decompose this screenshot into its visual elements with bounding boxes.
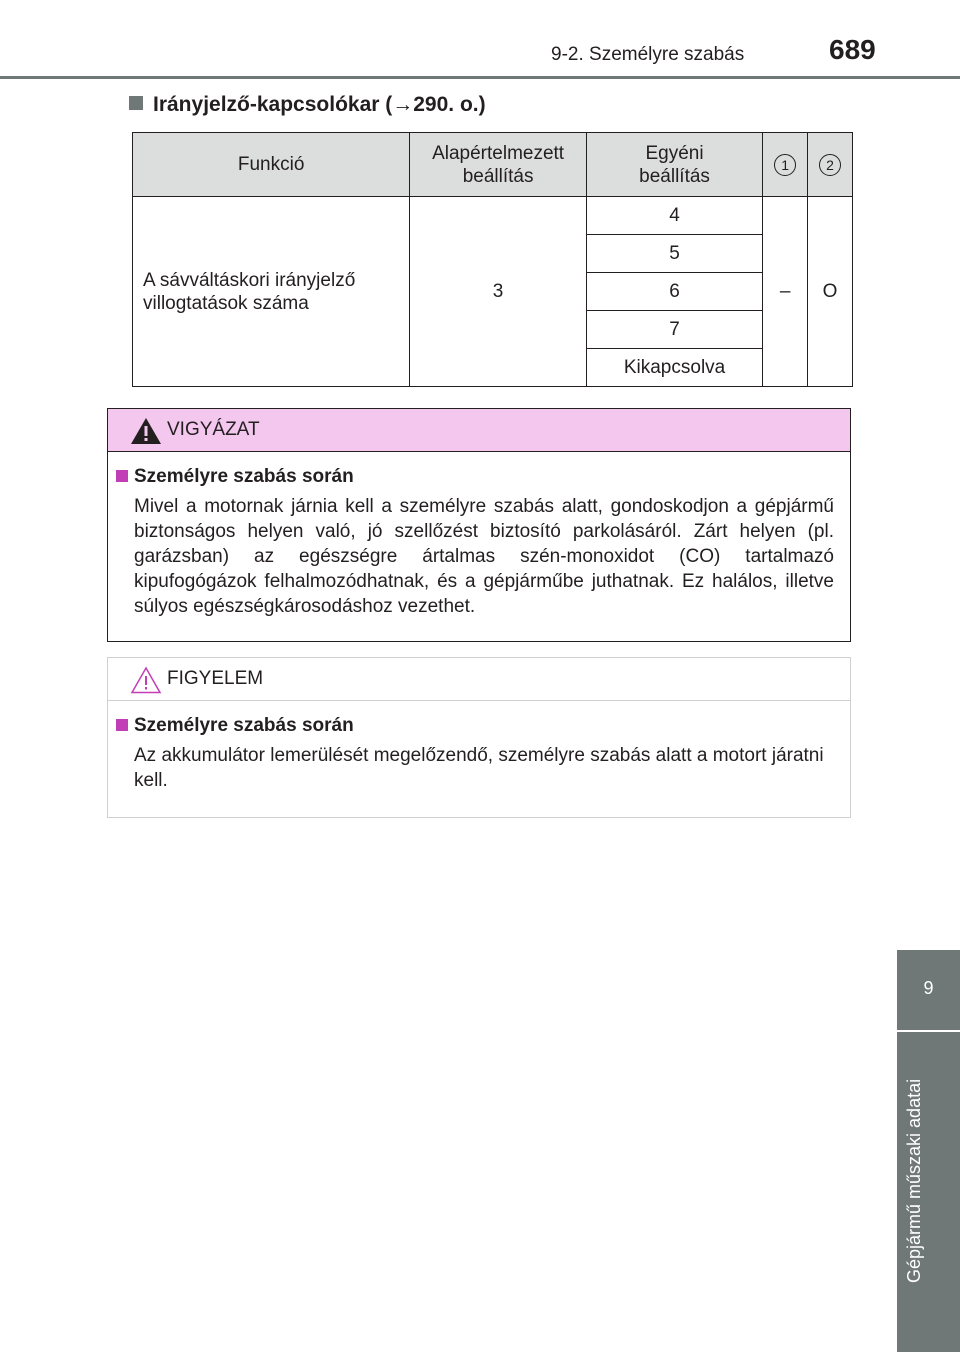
header-default: Alapértelmezett beállítás (410, 133, 587, 197)
option-cell: Kikapcsolva (586, 349, 762, 387)
option-cell: 7 (586, 311, 762, 349)
section-title-text: Irányjelző-kapcsolókar (→290. o.) (153, 93, 486, 116)
notice-subtitle: Személyre szabás során (124, 715, 834, 737)
option-cell: 4 (586, 197, 762, 235)
header-col2 (808, 133, 853, 197)
caution-header (108, 409, 850, 452)
chapter-number: 9 (923, 978, 934, 998)
header-section-title: 9-2. Személyre szabás (551, 44, 745, 65)
default-cell: 3 (410, 197, 587, 387)
square-bullet-icon (116, 470, 128, 482)
header-function: Funkció (133, 133, 410, 197)
square-bullet-icon (129, 96, 143, 110)
function-cell: A sávváltáskori irányjelző villogtatások száma (133, 197, 410, 387)
warning-outline-triangle-icon (130, 666, 162, 694)
notice-header (108, 658, 850, 701)
settings-table (132, 132, 853, 387)
section-title (129, 93, 486, 117)
caution-text: Mivel a motornak járnia kell a személyre szabás alatt, gondoskodjon a gépjármű biztonságos helyen való, jó szellőzést biztosító parkolásáról. Zárt helyen (pl. garázsban) az egészségre ártalmas szén-monoxidot (CO) tartalmazó kipufogógázok felhalmozódhatnak, és a gépjárműbe juthatnak. Ez halálos, illetve súlyos egészségkárosodáshoz vezethet. (134, 496, 834, 617)
chapter-label: Gépjármű műszaki adatai (904, 1078, 924, 1283)
notice-label: FIGYELEM (167, 668, 264, 689)
notice-box (107, 657, 851, 818)
page-number: 689 (829, 34, 876, 65)
table-row (133, 197, 853, 235)
option-cell: 5 (586, 235, 762, 273)
square-bullet-icon (116, 719, 128, 731)
header-custom: Egyéni beállítás (586, 133, 762, 197)
col2-cell: O (808, 197, 853, 387)
caution-subtitle: Személyre szabás során (124, 466, 834, 488)
circled-2-icon: 2 (819, 154, 841, 176)
caution-box (107, 408, 851, 642)
header-divider (0, 76, 960, 79)
caution-label: VIGYÁZAT (167, 419, 260, 440)
warning-triangle-icon (130, 417, 162, 445)
option-cell: 6 (586, 273, 762, 311)
notice-text: Az akkumulátor lemerülését megelőzendő, személyre szabás alatt a motort járatni kell. (134, 745, 824, 791)
circled-1-icon: 1 (774, 154, 796, 176)
col1-cell: – (763, 197, 808, 387)
table-header-row (133, 133, 853, 197)
header-col1 (763, 133, 808, 197)
